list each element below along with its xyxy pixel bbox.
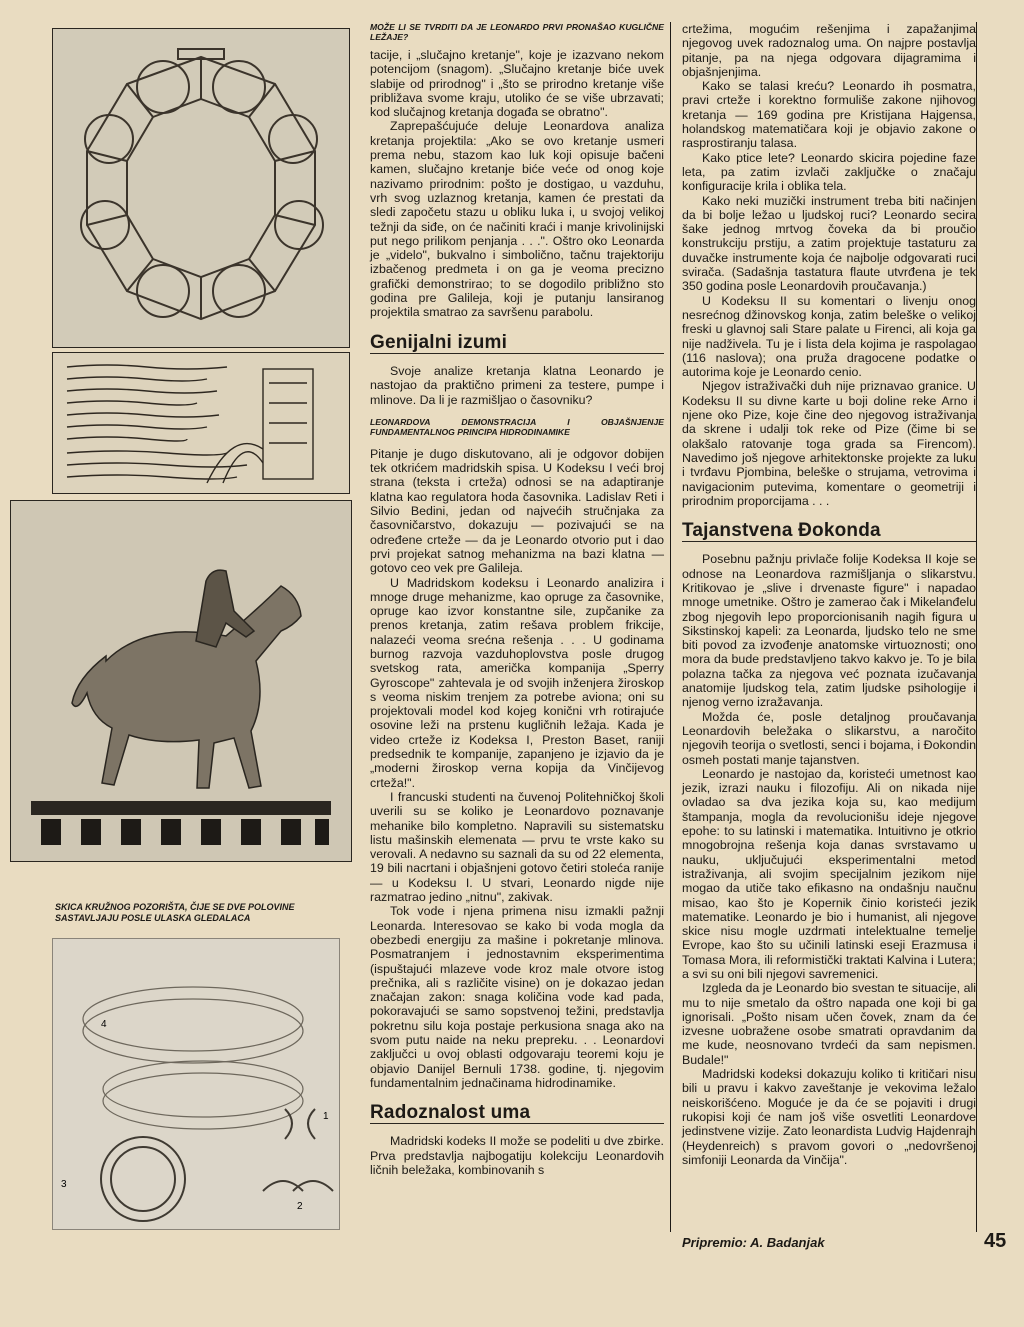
codex-notes-image [52,352,350,494]
byline: Pripremio: A. Badanjak [682,1235,825,1250]
column-divider [670,22,671,1232]
paragraph: Pitanje je dugo diskutovano, ali je odgovor dobijen tek otkrićem madridskih spisa. U Kodeksu I veći broj strana (teksta i crteža) odnosi se na adaptiranje klatna kao regulatora hoda časovnika. Ladislav Reti i Silvio Bedini, jedan od najvećih stručnjaka za časovničarstvo, dokazuju — pozivajući se na određene crteže — da je Leonardo otvorio put i dao prvi projekat satnog mehanizma na bazi klatna — gotovo ceo vek pre Galileja. [370,446,664,576]
article-column-middle [370,22,664,1177]
paragraph: Izgleda da je Leonardo bio svestan te situacije, ali mu to nije smetalo da oštro napada one koji bi ga ignorisali. „Pošto nisam učen čovek, znam da će izvesne uobražene osobe smatrati opravdanim da me kude, neosnovano tvrdeći da sam nepismen. Budale!" [682,981,976,1067]
kicker-ball-bearings: MOŽE LI SE TVRDITI DA JE LEONARDO PRVI PRONAŠAO KUGLIČNE LEŽAJE? [370,22,664,42]
paragraph: Kako ptice lete? Leonardo skicira pojedine faze leta, pa zatim izvlači zaključke o značaju konfiguracije krila i oblika tela. [682,150,976,194]
column-divider [976,22,977,1232]
paragraph: Zaprepašćujuće deluje Leonardova analiza kretanja projektila: „Ako se ovo kretanje usmeri prema nebu, stazom kao luk koji opisuje bačeni kamen, slučajno kretanje biće veće od onog koje nazivamo prirodnim: pošto je dostigao, u vazduhu, vrh svog uzlaznog kretanja, kamen će prestati da sledi započetu stazu u obliku luka i, u svojoj velikoj težnji da siđe, on će načiniti kraći i manje krivolinijski put nego prilikom penjanja . . .". Oštro oko Leonarda je „videlo", bukvalno i simbolično, tačnu trajektoriju izbačenog predmeta i on ga je veoma precizno grafički demonstrirao; to se dogodilo približno sto godina pre Galileja, koji je putanju lansiranog projektila smatrao za savršenu parabolu. [370,119,664,320]
theatre-sketch-drawing [53,29,349,347]
paragraph: tacije, i „slučajno kretanje", koje je izazvano nekom potencijom (snagom). „Slučajno kretanje biće uvek slabije od prirodnog" i „što se prirodno kretanje više približava svome kraju, utoliko će se više ubrzavati; kod slučajnog kretanja događa se obratno". [370,48,664,120]
paragraph: Tok vode i njena primena nisu izmakli pažnji Leonarda. Interesovao se kako bi voda mogla da obezbedi energiju za mašine i pokretanje mlinova. Posmatranjem i jednostavnim eksperimentima (ispuštajući mlazeve vode kroz male otvore istog prečnika, ali s različite visine) on je dokazao jedan značajan zakon: snaga količina vode kad pada, pokoravajući se samo sopstvenoj težini, predstavlja pokretnu silu koja postaje perkusiona snaga ako na svom putu naide na neku prepreku. . . Leonardovi zaključci u ovoj oblasti odgovaraju teoremi koju je objavio Danijel Bernuli 1738. godine, tj. njegovim fundamentalnim jednačinama hidrodinamike. [370,904,664,1090]
paragraph: Svoje analize kretanja klatna Leonardo je nastojao da praktično primeni za testere, pumpe i mlinove. Da li je razmišljao o časovniku? [370,363,664,407]
paragraph: U Kodeksu II su komentari o livenju onog nesrećnog džinovskog konja, zatim beleške o velikoj freski u glavnoj sali Stare palate u Firenci, ali koja ga nije nadživela. Tu je i lista dela kojima je raspolagao (116 naslova); ona pruža dragocene podatke o autorima koje je Leonardo cenio. [682,293,976,380]
ring-label-two: 2 [297,1201,303,1212]
ring-label-three: 3 [61,1179,67,1190]
section-heading-genijalni-izumi: Genijalni izumi [370,336,664,354]
equestrian-statue-drawing [11,501,351,861]
article-column-right [682,22,976,1167]
paragraph: Kako neki muzički instrument treba biti načinjen da bi bolje ležao u ljudskoj ruci? Leonardo secira šake jednog mrtvog čoveka da bi proučio konstrukciju prstiju, a zatim projektuje tastaturu za duvačke instrumente koja će najbolje odgovarati ruci svirača. (Sadašnja tastatura flaute utvrđena je tek 350 godina posle Leonardovih proučavanja.) [682,193,976,294]
page-number: 45 [984,1230,1007,1252]
paragraph: Posebnu pažnju privlače folije Kodeksa II koje se odnose na Leonardova razmišljanja o slikarstvu. Kritikovao je „slive i drvenaste figure" i napadao mnoge umetnike. Oštro je zamerao čak i Mikelanđelu zbog njegovih lepo proporcionisanih nagih figura u Sikstinskoj kapeli: za Leonarda, ljudsko telo ne sme biti povod za izvođenje anatomske virtuoznosti; ono mora da bude predstavljeno takvo kakvo je. To je bila polazna tačka za njegova već poznata izučavanja anatomije ljudskog tela, zatim ljudske psihologije i njenog verno izražavanja. [682,552,976,710]
paragraph: Kako se talasi kreću? Leonardo ih posmatra, pravi crteže i korektno formuliše zakone njihovog kretanja — 169 godina pre Kristijana Hajgensa, holandskog matematičara koji je objavio zakone o rasprostiranju talasa. [682,79,976,151]
kicker-hydrodynamics: LEONARDOVA DEMONSTRACIJA I OBJAŠNJENJE FUNDAMENTALNOG PRINCIPA HIDRODINAMIKE [370,416,664,437]
paragraph: crtežima, mogućim rešenjima i zapažanjima njegovog uvek radoznalog uma. On najpre postavlja pitanje, pa na njega odgovara dijagramima i objašnjenjima. [682,22,976,79]
paragraph: Madridski kodeks II može se podeliti u dve zbirke. Prva predstavlja najbogatiju kolekciju Leonardovih ličnih beležaka, kombinovanih s [370,1134,664,1178]
codex-notes-drawing [53,353,349,493]
ball-bearing-sketch-image [52,938,340,1230]
ring-label-one: 1 [323,1111,329,1122]
figure-caption: SKICA KRUŽNOG POZORIŠTA, ČIJE SE DVE POLOVINE SASTAVLJAJU POSLE ULASKA GLEDALACA [55,902,295,923]
paragraph: Madridski kodeksi dokazuju koliko ti kritičari nisu bili u pravu i kakvo zaveštanje je vekovima ležalo neiskorišćeno. Moguće je da će se pojaviti i drugi rukopisi koji će nam još više osvetliti Leonardove jedinstvene vizije. Zato leonardista Ludvig Hajdenrajh (Heydenreich) s pravom govori o „nedovršenoj simfoniji Leonarda da Vinčija". [682,1067,976,1167]
paragraph: Leonardo je nastojao da, koristeći umetnost kao jezik, izrazi nauku i filozofiju. Ali on nikada nije ovladao sa dva jezika koja su, kao medijum štampanja, mogla da revolucionišu ideje njegove epohe: to su latinski i matematika. Intuitivno je otkrio mnogobrojna rešenja koja danas svrstavamo u nauku, uključujući eksperimentalni metod istraživanja, ali svojim specijalnim jezikom nije mogao da utiče tako efikasno na ondašnju naučnu misao, kao što je Kopernik činio koristeći jezik matematike. Leonardo je bio i humanist, ali njegove skice nisu mogle uzdrmati intelektualne temelje Evrope, kao što su učinili latinski eseji Erazmusa i Tomasa Mora, ili reformistički traktati Kalvina i Lutera; a svi su oni bili njegovi savremenici. [682,766,976,981]
paragraph: U Madridskom kodeksu i Leonardo analizira i mnoge druge mehanizme, kao opruge za časovnike, opruge kao izvor konstantne sile, zupčanike za prenos kretanja, zatim rešava problem frikcije, nalazeći veoma srećna rešenja . . . U godinama burnog razvoja vazduhoplovstva posle drugog svetskog rata, američka kompanija „Sperry Gyroscope" zahtevala je od svojih inženjera žiroskop s veoma niskim trenjem za potrebe aviona; oni su projektovali model kod kojeg konični vrh rotirajuće osovine leži na prstenu kugličnih ležaja. Kada je video crteže iz Kodeksa I, Preston Baset, raniji predsednik te kompanije, zapanjeno je izjavio da je „moderni žiroskop verna kopija da Vinčijevog crteža!". [370,575,664,790]
section-heading-tajanstvena-djokonda: Tajanstvena Đokonda [682,524,976,542]
ball-bearing-drawing [53,939,339,1229]
paragraph: Možda će, posle detaljnog proučavanja Leonardovih beležaka o slikarstvu, a naročito njegovih teorija o svetlosti, senci i bojama, i Đokondin osmeh postati manje tajanstven. [682,709,976,767]
paragraph: Njegov istraživački duh nije priznavao granice. U Kodeksu II su divne karte u boji doline reke Arno i njene oko Pize, koje čine deo njegovog istraživanja da skrene i udalji tok reke od Pize (čime bi se olakšalo ratovanje toga grada sa Firencom). Navedimo još njegove arhitektonske projekte za luku i tvrđavu Pjombina, beleške o strujama, vetrovima i navigacionim putevima, komentare o geometriji i prirodnim proporcijama . . . [682,379,976,508]
ring-label-four: 4 [101,1019,107,1030]
section-heading-radoznalost-uma: Radoznalost uma [370,1106,664,1124]
paragraph: I francuski studenti na čuvenoj Politehničkoj školi uverili su se koliko je Leonardovo poznavanje mehanike bilo kompletno. Napravili su sistematsku listu mašinskih elemenata — prvu te vrste kako su verovali. A nedavno su saznali da su od 22 elementa, 19 bili nacrtani i objašnjeni gotovo četiri stoleća ranije — u Kodeksu I. U stvari, Leonardo nigde nije razmatrao jedino „nitnu", zakivak. [370,789,664,905]
equestrian-statue-image [10,500,352,862]
theatre-sketch-image [52,28,350,348]
